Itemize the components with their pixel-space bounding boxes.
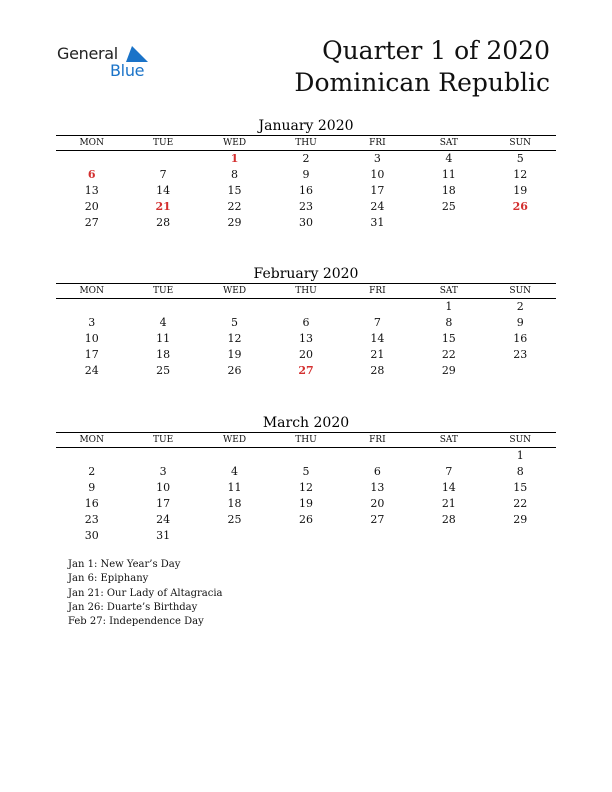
day-cell: 11 [227, 481, 242, 494]
weekday-label: SAT [439, 138, 458, 148]
day-cell: 29 [513, 513, 528, 526]
day-cell: 21 [441, 497, 456, 510]
day-cell-empty [199, 299, 270, 315]
weekday-label: FRI [369, 138, 386, 148]
day-cell: 12 [513, 168, 528, 181]
day-cell: 28 [156, 216, 171, 229]
day-cell: 15 [513, 481, 528, 494]
day-cell: 9 [88, 481, 96, 494]
holiday-list [68, 558, 223, 629]
day-cell: 3 [159, 465, 167, 478]
weekday-header [56, 433, 556, 447]
day-cell-empty [127, 151, 198, 167]
day-cell: 10 [84, 332, 99, 345]
day-cell-holiday: 21 [155, 200, 171, 213]
day-cell: 30 [298, 216, 313, 229]
weekday-label: SUN [509, 435, 532, 445]
day-cell-empty [485, 528, 556, 544]
weekday-label: MON [79, 286, 104, 296]
weekday-label: TUE [153, 138, 174, 148]
month-january [56, 117, 556, 231]
day-cell: 17 [370, 184, 385, 197]
day-cell: 16 [84, 497, 99, 510]
weekday-label: FRI [369, 286, 386, 296]
day-cell-empty [270, 448, 341, 464]
day-cell: 4 [445, 152, 453, 165]
day-cell: 8 [231, 168, 239, 181]
weekday-label: MON [79, 138, 104, 148]
day-grid [56, 151, 556, 231]
day-cell: 17 [156, 497, 171, 510]
day-cell: 21 [370, 348, 385, 361]
day-cell-empty [342, 299, 413, 315]
day-cell: 22 [441, 348, 456, 361]
day-cell: 23 [298, 200, 313, 213]
day-cell: 10 [156, 481, 171, 494]
day-cell: 25 [441, 200, 456, 213]
day-cell-empty [56, 448, 127, 464]
day-cell: 27 [370, 513, 385, 526]
day-cell: 2 [516, 300, 524, 313]
holiday-item: Jan 26: Duarte’s Birthday [68, 601, 198, 613]
day-cell: 3 [373, 152, 381, 165]
holiday-item: Feb 27: Independence Day [68, 616, 204, 628]
day-cell: 3 [88, 316, 96, 329]
day-cell: 18 [441, 184, 456, 197]
day-cell: 13 [84, 184, 99, 197]
day-cell-holiday: 27 [298, 364, 314, 377]
day-cell-empty [270, 528, 341, 544]
holiday-item: Jan 21: Our Lady of Altagracia [68, 587, 223, 599]
day-cell: 10 [370, 168, 385, 181]
day-cell: 2 [302, 152, 310, 165]
day-cell-empty [485, 363, 556, 379]
day-cell-empty [56, 151, 127, 167]
day-cell: 16 [298, 184, 313, 197]
day-cell: 15 [227, 184, 242, 197]
day-cell: 29 [227, 216, 242, 229]
weekday-header [56, 136, 556, 150]
month-title: January 2020 [258, 118, 354, 134]
day-cell: 12 [227, 332, 242, 345]
month-february [56, 265, 556, 379]
day-cell-holiday: 1 [230, 152, 239, 165]
day-cell: 26 [298, 513, 313, 526]
day-cell-empty [413, 215, 484, 231]
day-cell: 12 [298, 481, 313, 494]
brand-logo [57, 44, 157, 84]
day-cell: 6 [302, 316, 310, 329]
day-cell: 9 [302, 168, 310, 181]
day-cell: 7 [159, 168, 167, 181]
day-cell: 7 [373, 316, 381, 329]
day-cell: 20 [84, 200, 99, 213]
day-cell: 19 [298, 497, 313, 510]
day-cell: 24 [84, 364, 99, 377]
weekday-label: SAT [439, 435, 458, 445]
weekday-label: WED [223, 138, 247, 148]
day-cell: 5 [231, 316, 239, 329]
day-cell: 30 [84, 529, 99, 542]
day-cell: 5 [516, 152, 524, 165]
day-cell: 14 [370, 332, 385, 345]
weekday-label: THU [295, 138, 317, 148]
day-cell: 9 [516, 316, 524, 329]
day-cell-empty [199, 448, 270, 464]
day-cell: 22 [227, 200, 242, 213]
day-cell: 20 [370, 497, 385, 510]
day-cell: 23 [84, 513, 99, 526]
day-cell: 7 [445, 465, 453, 478]
day-cell-empty [342, 528, 413, 544]
day-grid [56, 299, 556, 379]
day-cell: 18 [227, 497, 242, 510]
day-cell: 17 [84, 348, 99, 361]
month-march [56, 414, 556, 544]
title-country: Dominican Republic [294, 68, 550, 97]
month-title: March 2020 [262, 415, 350, 431]
day-cell: 29 [441, 364, 456, 377]
weekday-label: THU [295, 286, 317, 296]
day-cell: 13 [370, 481, 385, 494]
day-cell: 28 [441, 513, 456, 526]
weekday-label: SUN [509, 138, 532, 148]
logo-triangle-icon [126, 46, 148, 62]
day-cell: 26 [227, 364, 242, 377]
weekday-label: WED [223, 286, 247, 296]
day-cell: 11 [156, 332, 171, 345]
holiday-item: Jan 6: Epiphany [68, 573, 149, 585]
day-cell: 25 [156, 364, 171, 377]
day-cell-empty [270, 299, 341, 315]
day-cell: 18 [156, 348, 171, 361]
day-cell-empty [127, 299, 198, 315]
day-cell: 14 [441, 481, 456, 494]
day-cell: 1 [445, 300, 453, 313]
day-cell: 19 [227, 348, 242, 361]
day-cell-empty [413, 528, 484, 544]
day-cell: 4 [231, 465, 239, 478]
day-cell: 16 [513, 332, 528, 345]
day-cell: 13 [298, 332, 313, 345]
page-title [294, 35, 550, 99]
day-cell: 11 [441, 168, 456, 181]
day-cell: 22 [513, 497, 528, 510]
title-quarter: Quarter 1 of 2020 [322, 36, 550, 65]
holiday-item: Jan 1: New Year’s Day [68, 559, 181, 570]
day-cell: 20 [298, 348, 313, 361]
weekday-label: THU [295, 435, 317, 445]
day-grid [56, 448, 556, 544]
day-cell: 14 [156, 184, 171, 197]
day-cell: 25 [227, 513, 242, 526]
day-cell: 19 [513, 184, 528, 197]
day-cell-holiday: 26 [512, 200, 528, 213]
logo-text-blue: Blue [110, 61, 145, 80]
weekday-label: WED [223, 435, 247, 445]
day-cell: 8 [516, 465, 524, 478]
weekday-label: SAT [439, 286, 458, 296]
day-cell: 4 [159, 316, 167, 329]
day-cell: 5 [302, 465, 310, 478]
day-cell-empty [127, 448, 198, 464]
day-cell: 23 [513, 348, 528, 361]
weekday-label: FRI [369, 435, 386, 445]
weekday-header [56, 284, 556, 298]
day-cell: 2 [88, 465, 96, 478]
weekday-label: MON [79, 435, 104, 445]
day-cell-empty [56, 299, 127, 315]
day-cell: 8 [445, 316, 453, 329]
weekday-label: SUN [509, 286, 532, 296]
day-cell-empty [199, 528, 270, 544]
day-cell-empty [413, 448, 484, 464]
day-cell-empty [342, 448, 413, 464]
day-cell: 1 [516, 449, 524, 462]
day-cell: 27 [84, 216, 99, 229]
day-cell-holiday: 6 [87, 168, 96, 181]
weekday-label: TUE [153, 435, 174, 445]
logo-text-general: General [57, 44, 118, 63]
day-cell: 6 [373, 465, 381, 478]
day-cell: 15 [441, 332, 456, 345]
day-cell: 24 [156, 513, 171, 526]
day-cell: 24 [370, 200, 385, 213]
month-title: February 2020 [253, 266, 359, 282]
day-cell: 31 [370, 216, 385, 229]
day-cell: 31 [156, 529, 171, 542]
day-cell-empty [485, 215, 556, 231]
weekday-label: TUE [153, 286, 174, 296]
day-cell: 28 [370, 364, 385, 377]
